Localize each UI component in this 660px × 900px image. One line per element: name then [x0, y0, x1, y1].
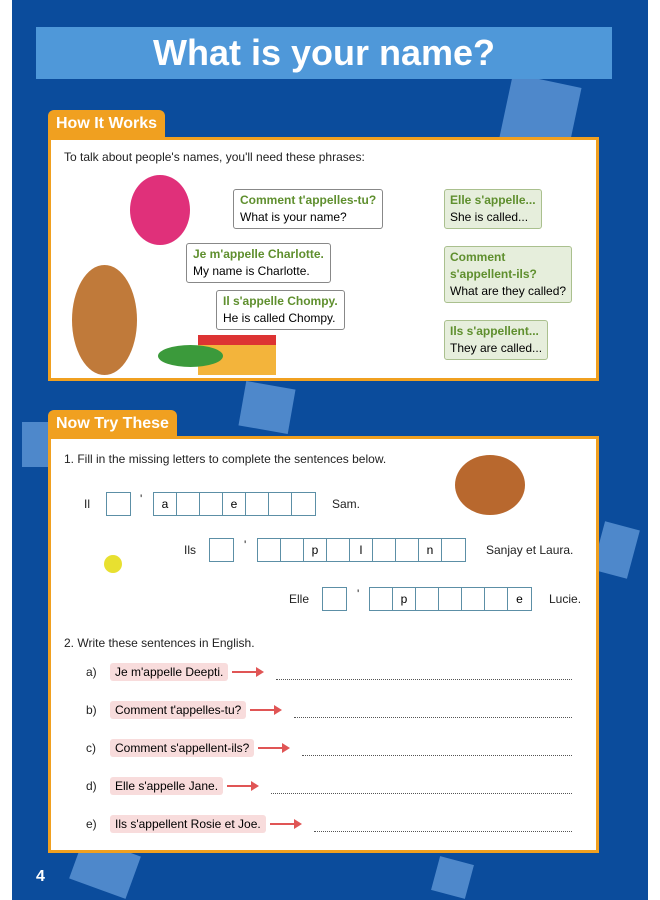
letter-box[interactable]: l: [350, 539, 373, 561]
letter-boxes: [369, 587, 532, 611]
answer-line[interactable]: [314, 831, 572, 832]
translation-row: [86, 776, 572, 796]
page-title: What is your name?: [36, 27, 612, 79]
sentence-start: Elle: [289, 592, 310, 606]
letter-box[interactable]: [416, 588, 439, 610]
phrase-card: [444, 320, 548, 360]
item-letter: e): [86, 817, 97, 831]
apostrophe: ': [357, 587, 360, 601]
intro-text: To talk about people's names, you'll need these phrases:: [64, 150, 365, 164]
translation-row: [86, 738, 572, 758]
letter-box[interactable]: p: [304, 539, 327, 561]
speech-bubble: [186, 243, 331, 283]
letter-box[interactable]: [442, 539, 465, 561]
page-number: 4: [36, 868, 45, 885]
letter-box[interactable]: [258, 539, 281, 561]
item-letter: d): [86, 779, 97, 793]
english-phrase: My name is Charlotte.: [193, 264, 310, 278]
crocodile-illustration: [158, 345, 223, 367]
translation-row: [86, 814, 572, 834]
french-phrase: Comment t'appelles-tu?: [240, 193, 377, 207]
letter-box[interactable]: [200, 493, 223, 515]
french-phrase: Elle s'appelle...: [450, 193, 536, 207]
apostrophe: ': [244, 538, 247, 552]
arrow-icon: [270, 823, 300, 825]
how-it-works-tab: How It Works: [48, 110, 165, 138]
sentence-start: Ils: [184, 543, 196, 557]
deco-square: [238, 381, 295, 434]
english-phrase: He is called Chompy.: [223, 311, 336, 325]
letter-boxes: [153, 492, 316, 516]
french-sentence: Comment t'appelles-tu?: [110, 701, 246, 719]
letter-box[interactable]: [269, 493, 292, 515]
translation-row: [86, 700, 572, 720]
letter-box[interactable]: [462, 588, 485, 610]
french-sentence: Elle s'appelle Jane.: [110, 777, 223, 795]
french-phrase: Je m'appelle Charlotte.: [193, 247, 324, 261]
item-letter: b): [86, 703, 97, 717]
answer-line[interactable]: [302, 755, 572, 756]
speech-bubble: [216, 290, 345, 330]
french-sentence: Comment s'appellent-ils?: [110, 739, 254, 757]
letter-box[interactable]: [177, 493, 200, 515]
arrow-icon: [232, 671, 262, 673]
letter-box[interactable]: [439, 588, 462, 610]
answer-line[interactable]: [294, 717, 572, 718]
question-1: 1. Fill in the missing letters to complete the sentences below.: [64, 452, 387, 466]
apostrophe: ': [140, 492, 143, 506]
phrase-card: [444, 189, 542, 229]
english-phrase: What are they called?: [450, 284, 567, 298]
sentence-start: Il: [84, 497, 90, 511]
arrow-icon: [250, 709, 280, 711]
french-sentence: Ils s'appellent Rosie et Joe.: [110, 815, 266, 833]
letter-box[interactable]: [281, 539, 304, 561]
sentence-end: Sam.: [332, 497, 361, 511]
letter-box[interactable]: p: [393, 588, 416, 610]
french-phrase: Comment s'appellent-ils?: [450, 250, 537, 281]
letter-boxes: [257, 538, 466, 562]
now-try-these-tab: Now Try These: [48, 410, 177, 438]
sentence-end: Sanjay et Laura.: [486, 543, 574, 557]
parrot-illustration: [130, 175, 190, 245]
translation-row: [86, 662, 572, 682]
letter-box[interactable]: [485, 588, 508, 610]
letter-box[interactable]: n: [419, 539, 442, 561]
monkey-illustration: [72, 265, 137, 375]
english-phrase: She is called...: [450, 210, 529, 224]
letter-box[interactable]: [292, 493, 315, 515]
speech-bubble: [233, 189, 383, 229]
letter-box[interactable]: e: [223, 493, 246, 515]
arrow-icon: [227, 785, 257, 787]
phrase-card: [444, 246, 572, 303]
answer-line[interactable]: [271, 793, 572, 794]
letter-box[interactable]: [209, 538, 234, 562]
letter-box[interactable]: [246, 493, 269, 515]
english-phrase: They are called...: [450, 341, 543, 355]
letter-box[interactable]: [322, 587, 347, 611]
letter-box[interactable]: a: [154, 493, 177, 515]
question-2: 2. Write these sentences in English.: [64, 636, 255, 650]
letter-box[interactable]: [106, 492, 131, 516]
letter-box[interactable]: [373, 539, 396, 561]
french-sentence: Je m'appelle Deepti.: [110, 663, 228, 681]
french-phrase: Ils s'appellent...: [450, 324, 539, 338]
item-letter: a): [86, 665, 97, 679]
letter-box[interactable]: [370, 588, 393, 610]
french-phrase: Il s'appelle Chompy.: [223, 294, 338, 308]
letter-box[interactable]: [327, 539, 350, 561]
letter-box[interactable]: e: [516, 592, 523, 606]
dog-illustration: [455, 455, 525, 515]
answer-line[interactable]: [276, 679, 572, 680]
ball-illustration: [104, 555, 122, 573]
arrow-icon: [258, 747, 288, 749]
letter-box[interactable]: [396, 539, 419, 561]
english-phrase: What is your name?: [240, 210, 347, 224]
item-letter: c): [86, 741, 96, 755]
sentence-end: Lucie.: [549, 592, 582, 606]
